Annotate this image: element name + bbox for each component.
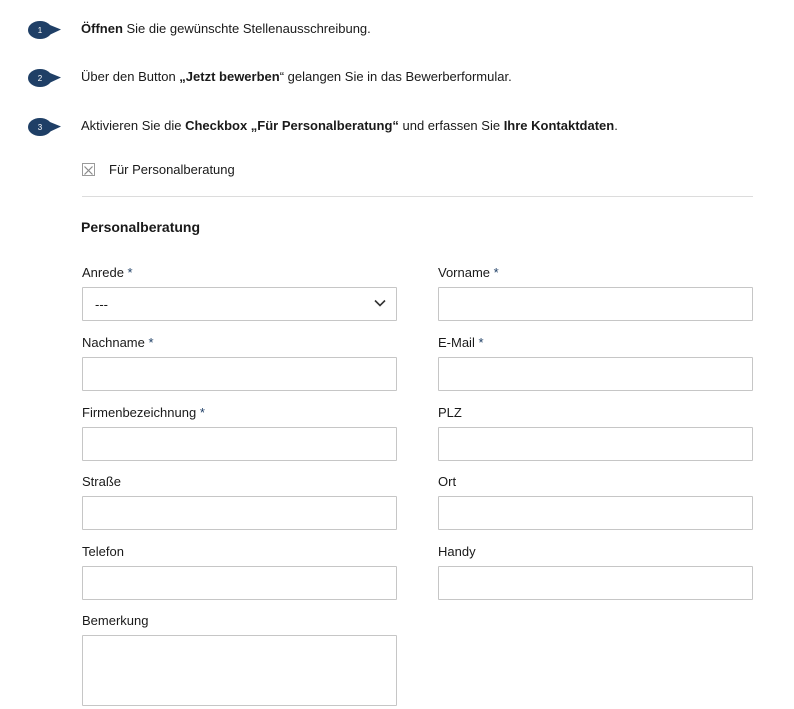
telefon-label: Telefon: [82, 544, 124, 559]
firma-input[interactable]: [83, 428, 396, 460]
firma-field[interactable]: [82, 427, 397, 461]
telefon-input[interactable]: [83, 567, 396, 599]
telefon-field[interactable]: [82, 566, 397, 600]
step-marker-1: [27, 17, 63, 41]
handy-input[interactable]: [439, 567, 752, 599]
nachname-input[interactable]: [83, 358, 396, 390]
anrede-select[interactable]: [82, 287, 397, 321]
plz-field[interactable]: [438, 427, 753, 461]
strasse-label: Straße: [82, 474, 122, 489]
step-marker-3: [27, 114, 63, 138]
step-1: [0, 17, 794, 41]
nachname-field[interactable]: [82, 357, 397, 391]
chevron-down-icon: [374, 299, 386, 307]
email-input[interactable]: [439, 358, 752, 390]
checkbox-label[interactable]: Für Personalberatung: [109, 162, 235, 177]
step-marker-2: [27, 65, 63, 89]
strasse-field[interactable]: [82, 496, 397, 530]
plz-label: PLZ: [438, 405, 462, 420]
anrede-label: Anrede *: [82, 265, 133, 280]
vorname-input[interactable]: [439, 288, 752, 320]
bemerkung-field[interactable]: [82, 635, 397, 706]
strasse-input[interactable]: [83, 497, 396, 529]
step-text-2: Über den Button „Jetzt bewerben“ gelangen Sie in das Bewerberformular.: [81, 69, 512, 84]
nachname-label: Nachname *: [82, 335, 154, 350]
divider: [82, 196, 753, 197]
vorname-label: Vorname *: [438, 265, 499, 280]
personalberatung-checkbox[interactable]: [82, 163, 95, 176]
firma-label: Firmenbezeichnung *: [82, 405, 205, 420]
step-number-2: 2: [37, 74, 43, 83]
ort-field[interactable]: [438, 496, 753, 530]
plz-input[interactable]: [439, 428, 752, 460]
section-title: Personalberatung: [81, 219, 201, 235]
bemerkung-textarea[interactable]: [83, 636, 396, 705]
email-label: E-Mail *: [438, 335, 484, 350]
step-2: [0, 65, 794, 89]
anrede-selected-value: ---: [95, 297, 108, 312]
vorname-field[interactable]: [438, 287, 753, 321]
email-field[interactable]: [438, 357, 753, 391]
step-3: [0, 114, 794, 138]
checkmark-x-icon: [83, 165, 94, 176]
ort-label: Ort: [438, 474, 457, 489]
handy-field[interactable]: [438, 566, 753, 600]
ort-input[interactable]: [439, 497, 752, 529]
bemerkung-label: Bemerkung: [82, 613, 149, 628]
step-text-1: Öffnen Sie die gewünschte Stellenausschreibung.: [81, 21, 371, 36]
step-number-1: 1: [37, 26, 43, 35]
step-number-3: 3: [37, 123, 43, 132]
step-text-3: Aktivieren Sie die Checkbox „Für Personalberatung“ und erfassen Sie Ihre Kontaktdaten.: [81, 118, 618, 133]
handy-label: Handy: [438, 544, 476, 559]
